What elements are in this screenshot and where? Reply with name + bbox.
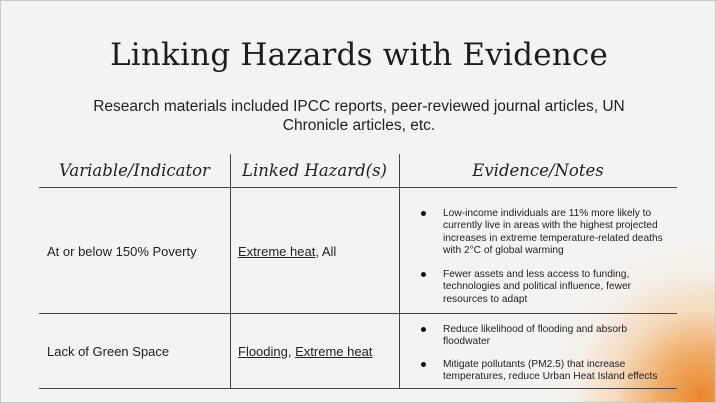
column-header-evidence-notes: Evidence/Notes bbox=[472, 161, 604, 180]
table-header-rule bbox=[39, 187, 677, 188]
evidence-note: Low-income individuals are 11% more likely to currently live in areas with the highest projected increases in extreme temperature-related deaths with 2°C of global warming bbox=[443, 208, 663, 256]
bullet-icon bbox=[421, 272, 426, 277]
table-column-rule bbox=[399, 154, 400, 388]
hazard-link-extreme-heat[interactable]: Extreme heat bbox=[295, 344, 373, 359]
column-header-linked-hazards: Linked Hazard(s) bbox=[242, 161, 387, 180]
bullet-icon bbox=[421, 362, 426, 367]
evidence-note: Fewer assets and less access to funding, technologies and political influence, fewer resources to adapt bbox=[443, 269, 632, 305]
column-header-variable: Variable/Indicator bbox=[59, 161, 210, 180]
slide-subtitle: Research materials included IPCC reports, peer-reviewed journal articles, UN Chronicle articles, etc. bbox=[93, 98, 625, 134]
table-row-green-space-notes bbox=[418, 324, 670, 383]
table-row-rule bbox=[39, 313, 677, 314]
slide-title: Linking Hazards with Evidence bbox=[109, 37, 609, 73]
table-row-green-space-hazards bbox=[238, 344, 372, 359]
list-item bbox=[418, 269, 670, 306]
list-item bbox=[418, 359, 670, 384]
hazard-separator: , bbox=[315, 244, 322, 259]
table-bottom-rule bbox=[39, 388, 677, 389]
table-column-rule bbox=[230, 154, 231, 388]
list-item bbox=[418, 208, 670, 257]
evidence-note: Mitigate pollutants (PM2.5) that increase temperatures, reduce Urban Heat Island effects bbox=[443, 358, 658, 382]
table-row-poverty-variable: At or below 150% Poverty bbox=[47, 244, 197, 259]
hazard-link-extreme-heat[interactable]: Extreme heat bbox=[238, 244, 316, 259]
hazard-link-flooding[interactable]: Flooding bbox=[238, 344, 288, 359]
table-row-green-space-variable: Lack of Green Space bbox=[47, 344, 170, 359]
bullet-icon bbox=[421, 211, 426, 216]
table-row-poverty-hazards bbox=[238, 244, 336, 259]
bullet-icon bbox=[421, 327, 426, 332]
evidence-note: Reduce likelihood of flooding and absorb floodwater bbox=[443, 324, 628, 348]
hazard-all: All bbox=[321, 244, 337, 259]
list-item bbox=[418, 324, 670, 349]
table-row-poverty-notes bbox=[418, 208, 670, 306]
hazard-separator: , bbox=[287, 344, 296, 359]
